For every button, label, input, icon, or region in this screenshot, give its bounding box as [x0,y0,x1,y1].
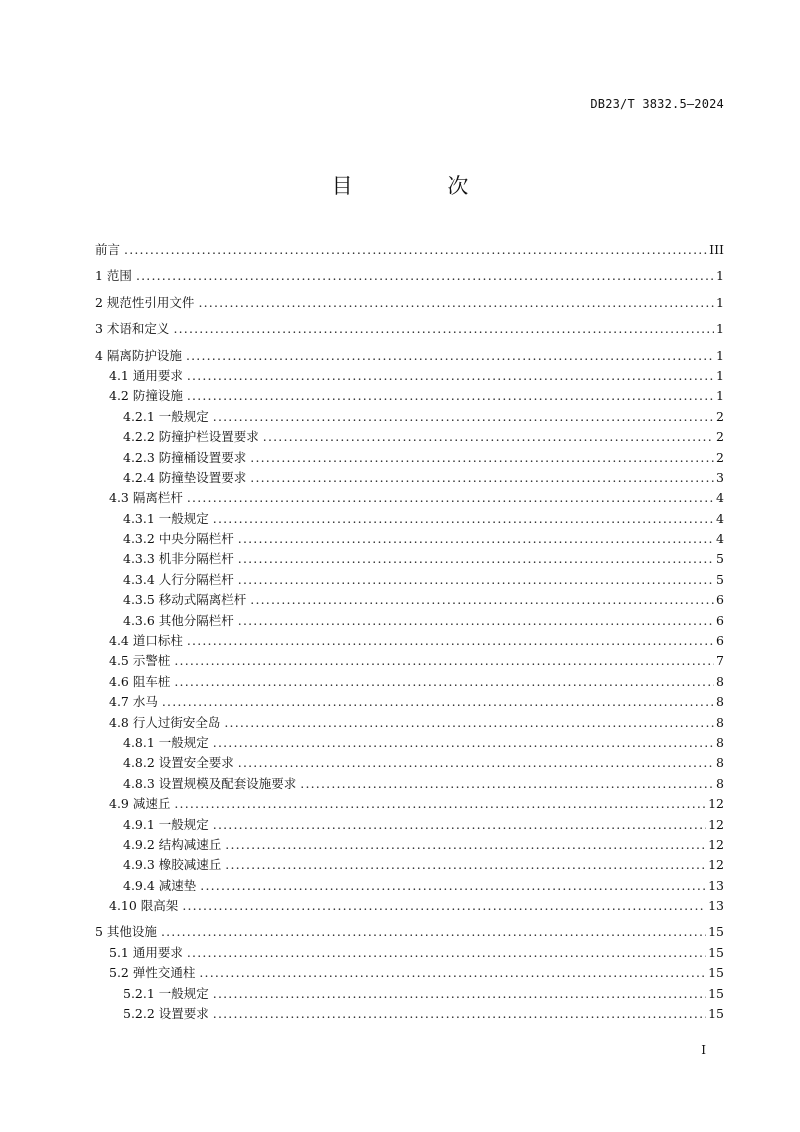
toc-entry-label: 4.3.6 其他分隔栏杆 [123,612,234,628]
toc-entry[interactable] [95,774,724,794]
toc-entry[interactable] [95,366,724,386]
toc-entry-label: 4.8 行人过街安全岛 [109,714,221,730]
toc-entry[interactable] [95,963,724,983]
toc-entry[interactable] [95,488,724,508]
toc-entry[interactable] [95,651,724,671]
toc-entry-page: 6 [716,612,724,628]
toc-leader-dots [238,529,714,549]
toc-entry[interactable] [95,692,724,712]
toc-entry[interactable] [95,529,724,549]
toc-entry[interactable] [95,611,724,631]
toc-entry[interactable] [95,468,724,488]
toc-entry-label: 5.2.1 一般规定 [123,985,209,1001]
toc-entry-label: 4.2 防撞设施 [109,388,183,404]
toc-entry-page: 1 [716,347,724,363]
toc-entry-page: 1 [716,268,724,284]
toc-leader-dots [199,963,706,983]
toc-entry-page: 4 [716,490,724,506]
toc-leader-dots [250,590,714,610]
toc-entry-label: 4.3.1 一般规定 [123,510,209,526]
toc-leader-dots [198,293,714,313]
toc-entry[interactable] [95,590,724,610]
toc-entry-page: 4 [716,531,724,547]
toc-entry[interactable] [95,266,724,286]
toc-entry-label: 5 其他设施 [95,924,157,940]
toc-entry-label: 4.3.4 人行分隔栏杆 [123,571,234,587]
toc-entry-page: 12 [708,796,724,812]
toc-entry-page: 1 [716,388,724,404]
toc-entry-page: 6 [716,592,724,608]
toc-leader-dots [300,774,714,794]
toc-entry-label: 1 范围 [95,268,132,284]
toc-leader-dots [136,266,714,286]
toc-leader-dots [238,549,714,569]
toc-entry[interactable] [95,815,724,835]
toc-entry-page: 13 [708,877,724,893]
toc-leader-dots [187,943,706,963]
toc-entry[interactable] [95,631,724,651]
toc-entry[interactable] [95,509,724,529]
toc-entry-label: 3 术语和定义 [95,321,170,337]
toc-entry[interactable] [95,319,724,339]
toc-entry-label: 4.10 限高架 [109,898,179,914]
toc-entry[interactable] [95,407,724,427]
toc-leader-dots [162,692,714,712]
toc-entry-label: 4 隔离防护设施 [95,347,182,363]
toc-entry-page: III [709,241,724,257]
toc-entry-label: 4.9.3 橡胶减速丘 [123,857,222,873]
toc-entry-label: 4.8.2 设置安全要求 [123,755,234,771]
toc-entry-page: 15 [708,985,724,1001]
toc-entry-page: 15 [708,965,724,981]
toc-entry-page: 15 [708,1006,724,1022]
toc-entry-label: 4.9.1 一般规定 [123,816,209,832]
toc-entry-page: 8 [716,775,724,791]
toc-entry-page: 8 [716,694,724,710]
toc-entry[interactable] [95,386,724,406]
toc-entry[interactable] [95,448,724,468]
toc-entry-label: 4.8.3 设置规模及配套设施要求 [123,775,297,791]
document-id: DB23/T 3832.5—2024 [590,97,724,111]
toc-entry-label: 4.1 通用要求 [109,367,183,383]
toc-entry-label: 前言 [95,241,121,257]
toc-entry-label: 5.1 通用要求 [109,944,183,960]
toc-entry[interactable] [95,896,724,916]
toc-entry-label: 4.2.3 防撞桶设置要求 [123,449,247,465]
toc-leader-dots [174,794,706,814]
toc-entry-page: 5 [716,551,724,567]
toc-leader-dots [238,753,714,773]
toc-entry-page: 1 [716,367,724,383]
toc-entry-label: 4.9.2 结构减速丘 [123,836,222,852]
toc-entry[interactable] [95,943,724,963]
toc-entry-label: 5.2 弹性交通柱 [109,965,196,981]
toc-entry-label: 4.2.1 一般规定 [123,408,209,424]
toc-leader-dots [213,815,706,835]
toc-leader-dots [174,651,714,671]
toc-entry-page: 1 [716,294,724,310]
toc-leader-dots [213,1004,706,1024]
page-title: 目 次 [331,174,513,198]
toc-leader-dots [200,876,706,896]
toc-entry[interactable] [95,835,724,855]
toc-entry-label: 4.3.2 中央分隔栏杆 [123,531,234,547]
toc-entry-page: 2 [716,449,724,465]
toc-entry-page: 6 [716,633,724,649]
toc-entry-page: 8 [716,673,724,689]
toc-entry[interactable] [95,876,724,896]
toc-entry-label: 4.5 示警桩 [109,653,171,669]
toc-leader-dots [161,922,706,942]
toc-leader-dots [187,488,714,508]
toc-entry-page: 8 [716,714,724,730]
toc-leader-dots [225,855,706,875]
toc-entry-label: 4.4 道口标柱 [109,633,183,649]
toc-entry-page: 12 [708,857,724,873]
toc-entry[interactable] [95,1004,724,1024]
toc-leader-dots [173,319,714,339]
toc-entry-label: 4.9 减速丘 [109,796,171,812]
page-number: I [701,1043,706,1057]
toc-entry-label: 4.7 水马 [109,694,158,710]
toc-leader-dots [174,672,714,692]
toc-entry[interactable] [95,753,724,773]
toc-leader-dots [186,346,714,366]
toc-entry-page: 5 [716,571,724,587]
toc-entry-page: 3 [716,469,724,485]
toc-leader-dots [225,835,706,855]
table-of-contents [95,240,724,1024]
toc-entry[interactable] [95,733,724,753]
toc-entry[interactable] [95,427,724,447]
toc-entry-label: 2 规范性引用文件 [95,294,195,310]
toc-leader-dots [224,713,714,733]
toc-entry-label: 4.3.3 机非分隔栏杆 [123,551,234,567]
toc-leader-dots [182,896,706,916]
toc-leader-dots [213,509,714,529]
toc-entry[interactable] [95,346,724,366]
toc-leader-dots [263,427,714,447]
toc-entry-label: 4.6 阻车桩 [109,673,171,689]
toc-entry[interactable] [95,570,724,590]
toc-entry[interactable] [95,672,724,692]
toc-entry[interactable] [95,549,724,569]
toc-leader-dots [213,407,714,427]
toc-entry[interactable] [95,713,724,733]
toc-entry[interactable] [95,240,724,260]
toc-entry-label: 4.3.5 移动式隔离栏杆 [123,592,247,608]
toc-entry-page: 2 [716,429,724,445]
toc-leader-dots [213,984,706,1004]
toc-entry-page: 13 [708,898,724,914]
toc-leader-dots [187,366,714,386]
toc-entry-label: 4.3 隔离栏杆 [109,490,183,506]
toc-entry-page: 7 [716,653,724,669]
toc-entry-page: 4 [716,510,724,526]
toc-entry-label: 5.2.2 设置要求 [123,1006,209,1022]
toc-entry[interactable] [95,855,724,875]
toc-leader-dots [238,611,714,631]
toc-entry-page: 12 [708,836,724,852]
toc-leader-dots [213,733,714,753]
toc-entry-label: 4.2.4 防撞垫设置要求 [123,469,247,485]
toc-entry[interactable] [95,794,724,814]
toc-entry-page: 12 [708,816,724,832]
toc-leader-dots [124,240,707,260]
toc-leader-dots [250,468,714,488]
toc-entry-label: 4.2.2 防撞护栏设置要求 [123,429,259,445]
toc-entry-label: 4.8.1 一般规定 [123,734,209,750]
toc-entry[interactable] [95,923,724,943]
toc-leader-dots [187,631,714,651]
toc-entry-label: 4.9.4 减速垫 [123,877,197,893]
toc-entry-page: 1 [716,321,724,337]
toc-entry-page: 15 [708,924,724,940]
toc-entry-page: 8 [716,755,724,771]
toc-leader-dots [250,448,714,468]
toc-entry-page: 15 [708,944,724,960]
toc-entry[interactable] [95,984,724,1004]
toc-entry-page: 8 [716,734,724,750]
toc-entry-page: 2 [716,408,724,424]
toc-leader-dots [187,386,714,406]
toc-entry[interactable] [95,293,724,313]
toc-leader-dots [238,570,714,590]
